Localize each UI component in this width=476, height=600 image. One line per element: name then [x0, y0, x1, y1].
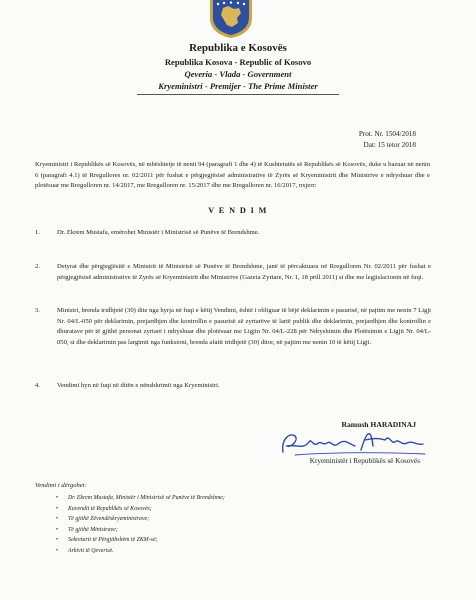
header-divider [137, 94, 339, 95]
item-number: 1. [35, 229, 40, 236]
list-item: • Kuvendit të Republikës së Kosovës; [56, 504, 225, 515]
handwritten-signature [275, 422, 435, 460]
republic-heading: Republika e Kosovës [189, 42, 287, 54]
distribution-title: Vendimi i dërgohet: [35, 482, 87, 489]
list-item: • Të gjithë Ministrave; [56, 525, 225, 536]
government-heading: Qeveria - Vlada - Government [184, 69, 292, 79]
signatory-title: Kryeministër i Republikës së Kosovës [309, 457, 420, 465]
item-number: 2. [35, 263, 40, 270]
signatory-name: Ramush HARADINAJ [341, 420, 416, 429]
protocol-number: Prot. Nr. 1504/2018 [358, 130, 416, 138]
document-date: Dat: 15 tetor 2018 [363, 141, 416, 149]
item-number: 4. [35, 382, 40, 389]
item-text: Dr. Ekrem Mustafa, emërohet Ministër i Ministrisë së Punëve të Brendshme. [57, 229, 260, 236]
list-item: • Dr. Ekrem Mustafa, Ministër i Ministrisë së Punëve të Brendshme; [56, 493, 225, 504]
intro-paragraph: Kryeministri i Republikës së Kosovës, në mbështetje të nenit 94 (paragrafi 1 dhe 4) të Kushtetutës së Republikës së Kosovës, duke u bazuar në nenin 6 (paragrafi 4.1) të Rregullores nr. 02/2011 për fushat e përgjegjësisë administrative të Zyrës së Kryeministrit dhe Ministrive e ndryshuar dhe e plotësuar me Rregulloren nr. 14/2017, me Rregulloren nr. 15/2017 dhe me Rregulloren nr. 16/2017, nxjerr: [35, 161, 430, 189]
distribution-list [56, 493, 225, 557]
item-text: Vendimi hyn në fuqi në ditën e nënshkrimit nga Kryeministri. [57, 382, 220, 389]
list-item: • Të gjithë Zëvendëskryeministrave; [56, 514, 225, 525]
list-item: • Arkivit të Qeverisë. [56, 546, 225, 557]
list-item: • Sekretarit të Përgjithshëm të ZKM-së; [56, 535, 225, 546]
kosovo-emblem-icon [206, 0, 256, 38]
item-text: Ministri, brenda tridhjetë (30) dite nga hyrja në fuqi e këtij Vendimi, është i obliguar të bëjë deklarimin e pasurisë, në pajtim me nenin 7 Ligji Nr. 04/L-050 për deklarimin, prejardhjen dhe kontrollin e pasurisë së zyrtarëve të lartë publik dhe deklarimin, prejardhjen dhe kontrollin e dhuratave për të gjithë personat zyrtarë i ndryshuar dhe plotësuar me Ligjin Nr. 04/L-228 për Ndryshimin dhe Plotësimin e Ligjit Nr. 04/L-050, si dhe deklarimin pas largimit nga funksioni, brenda afatit tridhjetë (30) ditor, në pajtim me nenin 10 të këtij Ligji. [57, 307, 431, 346]
item-text: Detyrat dhe përgjegjësitë e Ministrit të Ministrisë së Punëve të Brendshme, janë të përcaktuara në Rregulloren Nr. 02/2011 për fushat e përgjegjësisë administrative të Zyrës së Kryeministrit dhe Ministrive (Gazeta Zyrtare, Nr. 1, 18 prill 2011) si dhe me legjislacionin në fuqi. [57, 263, 431, 281]
item-number: 3. [35, 307, 40, 314]
republic-alt-heading: Republika Kosova - Republic of Kosovo [164, 57, 312, 67]
decision-title: V E N D I M [208, 206, 268, 215]
office-heading: Kryeministri - Premijer - The Prime Minister [158, 81, 318, 91]
